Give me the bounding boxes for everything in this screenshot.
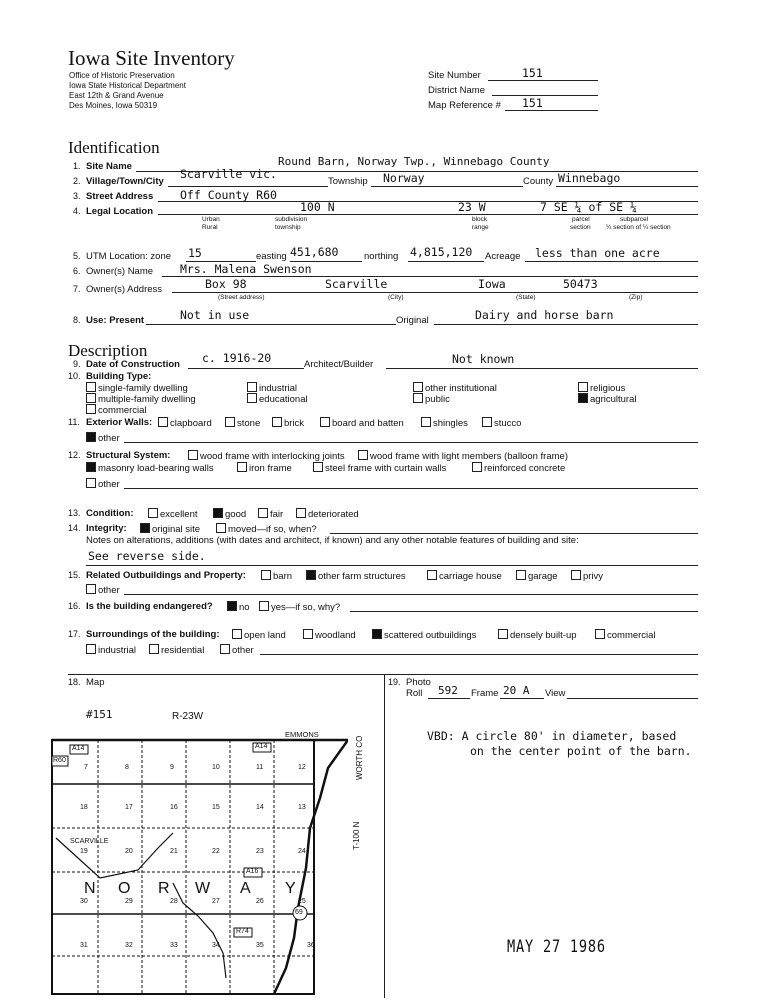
checkbox[interactable]: [261, 570, 271, 580]
checkbox-checked[interactable]: [140, 523, 150, 533]
checkbox[interactable]: [421, 417, 431, 427]
map-norway-n: N: [84, 880, 96, 897]
checkbox-checked[interactable]: [86, 432, 96, 442]
identification-heading: Identification: [68, 138, 160, 157]
ss-iron-frame[interactable]: iron frame: [237, 462, 292, 474]
checkbox[interactable]: [571, 570, 581, 580]
map-norway-y: Y: [285, 880, 296, 897]
checkbox-checked[interactable]: [578, 393, 588, 403]
checkbox[interactable]: [259, 601, 269, 611]
acreage-value: less than one acre: [535, 246, 660, 260]
street-value: Off County R60: [180, 188, 277, 202]
checkbox[interactable]: [258, 508, 268, 518]
bt-other-institutional[interactable]: other institutional: [413, 382, 497, 394]
ss-interlocking[interactable]: wood frame with interlocking joints: [188, 450, 345, 462]
sur-open-land[interactable]: open land: [232, 629, 286, 641]
end-yes[interactable]: yes—if so, why?: [259, 601, 340, 613]
checkbox[interactable]: [272, 417, 282, 427]
village-value: Scarville vic.: [180, 167, 277, 181]
ew-stucco[interactable]: stucco: [482, 417, 521, 429]
checkbox[interactable]: [225, 417, 235, 427]
checkbox[interactable]: [498, 629, 508, 639]
vbd-line-2: on the center point of the barn.: [470, 744, 692, 758]
integrity-label: Integrity:: [86, 523, 127, 534]
date-value: c. 1916-20: [202, 351, 272, 365]
ob-carriage-house[interactable]: carriage house: [427, 570, 502, 582]
northing-label: northing: [364, 251, 399, 262]
checkbox-checked[interactable]: [86, 462, 96, 472]
bt-multiple-family[interactable]: multiple-family dwelling: [86, 393, 196, 405]
checkbox[interactable]: [303, 629, 313, 639]
township-label: Township: [328, 176, 368, 187]
village-label: Village/Town/City: [86, 176, 164, 187]
photo-label: Photo: [406, 677, 431, 688]
site-name-label: Site Name: [86, 161, 132, 172]
utm-label: UTM Location: zone: [86, 251, 172, 262]
org-line-2: Iowa State Historical Department: [69, 81, 186, 90]
checkbox[interactable]: [247, 382, 257, 392]
district-name-label: District Name: [428, 85, 486, 96]
condition-label: Condition:: [86, 508, 134, 519]
date-label: Date of Construction: [86, 359, 180, 370]
owner-address-label: Owner(s) Address: [86, 284, 163, 295]
bt-public[interactable]: public: [413, 393, 450, 405]
checkbox[interactable]: [237, 462, 247, 472]
use-original-label: Original: [396, 315, 429, 326]
checkbox[interactable]: [516, 570, 526, 580]
bt-religious[interactable]: religious: [578, 382, 625, 394]
checkbox-checked[interactable]: [213, 508, 223, 518]
owner-city-value: Scarville: [325, 277, 388, 291]
checkbox[interactable]: [482, 417, 492, 427]
outbuildings-label: Related Outbuildings and Property:: [86, 570, 246, 581]
frame-value: 20 A: [503, 684, 530, 697]
checkbox[interactable]: [247, 393, 257, 403]
bt-commercial[interactable]: commercial: [86, 404, 147, 416]
checkbox[interactable]: [220, 644, 230, 654]
sur-woodland[interactable]: woodland: [303, 629, 356, 641]
view-label: View: [545, 688, 566, 699]
checkbox[interactable]: [86, 393, 96, 403]
checkbox[interactable]: [595, 629, 605, 639]
cond-excellent[interactable]: excellent: [148, 508, 198, 520]
legal-section-value: 7 SE ¼ of SE ¼: [540, 200, 637, 214]
ew-shingles[interactable]: shingles: [421, 417, 468, 429]
endangered-label: Is the building endangered?: [86, 601, 213, 612]
road-a16: A16: [246, 868, 259, 875]
road-r60: R60: [53, 757, 66, 764]
checkbox[interactable]: [86, 404, 96, 414]
sur-scattered[interactable]: scattered outbuildings: [372, 629, 476, 641]
bt-agricultural[interactable]: agricultural: [578, 393, 636, 405]
checkbox[interactable]: [158, 417, 168, 427]
owner-zip-value: 50473: [563, 277, 598, 291]
org-line-3: East 12th & Grand Avenue: [69, 91, 164, 100]
architect-label: Architect/Builder: [304, 359, 374, 370]
checkbox[interactable]: [413, 393, 423, 403]
site-number-label: Site Number: [428, 70, 481, 81]
checkbox[interactable]: [320, 417, 330, 427]
use-original-value: Dairy and horse barn: [475, 308, 614, 322]
map-norway-r: R: [158, 880, 170, 897]
use-present-label: Use: Present: [86, 315, 145, 326]
int-original-site[interactable]: original site: [140, 523, 200, 535]
township-t100n-label: T-100 N: [352, 821, 361, 850]
sur-industrial[interactable]: industrial: [86, 644, 136, 656]
checkbox[interactable]: [86, 644, 96, 654]
checkbox[interactable]: [313, 462, 323, 472]
acreage-label: Acreage: [485, 251, 521, 262]
cond-deteriorated[interactable]: deteriorated: [296, 508, 359, 520]
bt-educational[interactable]: educational: [247, 393, 308, 405]
road-69: 69: [295, 909, 303, 916]
utm-zone-value: 15: [188, 246, 202, 260]
location-map: [48, 738, 348, 996]
road-a14-left: A14: [72, 745, 85, 752]
ss-steel-frame[interactable]: steel frame with curtain walls: [313, 462, 446, 474]
checkbox[interactable]: [86, 382, 96, 392]
org-line-1: Office of Historic Preservation: [69, 71, 175, 80]
checkbox[interactable]: [148, 508, 158, 518]
ob-other-farm[interactable]: other farm structures: [306, 570, 406, 582]
ew-board-batten[interactable]: board and batten: [320, 417, 404, 429]
town-scarville: SCARVILLE: [70, 838, 109, 845]
notes-label: Notes on alterations, additions (with dates and architect, if known) and any other notable features of building and site:: [86, 535, 579, 546]
checkbox[interactable]: [296, 508, 306, 518]
ob-barn[interactable]: barn: [261, 570, 292, 582]
map-norway-o: O: [118, 880, 131, 897]
checkbox[interactable]: [472, 462, 482, 472]
use-present-value: Not in use: [180, 308, 250, 322]
ob-garage[interactable]: garage: [516, 570, 558, 582]
surroundings-label: Surroundings of the building:: [86, 629, 220, 640]
map-norway-a: A: [240, 880, 251, 897]
checkbox[interactable]: [216, 523, 226, 533]
checkbox[interactable]: [427, 570, 437, 580]
building-type-label: Building Type:: [86, 371, 152, 382]
form-title: Iowa Site Inventory: [68, 46, 235, 70]
county-label: County: [523, 176, 554, 187]
ss-concrete[interactable]: reinforced concrete: [472, 462, 565, 474]
site-name-value: Round Barn, Norway Twp., Winnebago County: [278, 155, 550, 168]
ew-other[interactable]: other: [86, 432, 120, 444]
ob-other[interactable]: other: [86, 584, 120, 596]
checkbox[interactable]: [86, 584, 96, 594]
owner-name-label: Owner(s) Name: [86, 266, 154, 277]
easting-label: easting: [256, 251, 287, 262]
cond-good[interactable]: good: [213, 508, 246, 520]
bt-single-family[interactable]: single-family dwelling: [86, 382, 188, 394]
checkbox[interactable]: [188, 450, 198, 460]
checkbox[interactable]: [358, 450, 368, 460]
road-r74: R74: [236, 928, 249, 935]
checkbox-checked[interactable]: [227, 601, 237, 611]
notes-value: See reverse side.: [88, 549, 206, 563]
map-label: Map: [86, 677, 105, 688]
cond-fair[interactable]: fair: [258, 508, 283, 520]
owner-street-value: Box 98: [205, 277, 247, 291]
date-stamp: MAY 27 1986: [507, 937, 606, 957]
legal-township-value: 100 N: [300, 200, 335, 214]
checkbox[interactable]: [232, 629, 242, 639]
ext-walls-label: Exterior Walls:: [86, 417, 153, 428]
end-no[interactable]: no: [227, 601, 250, 613]
northing-value: 4,815,120: [410, 245, 473, 259]
road-a14-right: A14: [255, 743, 268, 750]
frame-label: Frame: [471, 688, 499, 699]
vbd-line-1: VBD: A circle 80' in diameter, based: [427, 729, 677, 743]
checkbox[interactable]: [149, 644, 159, 654]
checkbox-checked[interactable]: [306, 570, 316, 580]
site-number-value: 151: [522, 66, 543, 80]
ss-masonry[interactable]: masonry load-bearing walls: [86, 462, 214, 474]
map-site-tag: #151: [86, 708, 113, 721]
ew-stone[interactable]: stone: [225, 417, 260, 429]
ew-clapboard[interactable]: clapboard: [158, 417, 212, 429]
roll-value: 592: [438, 684, 458, 697]
checkbox[interactable]: [86, 478, 96, 488]
architect-value: Not known: [452, 352, 515, 366]
ob-privy[interactable]: privy: [571, 570, 603, 582]
roll-label: Roll: [406, 688, 423, 699]
town-emmons: EMMONS: [285, 730, 319, 739]
checkbox[interactable]: [413, 382, 423, 392]
description-heading: Description: [68, 341, 148, 360]
legal-label: Legal Location: [86, 206, 154, 217]
ss-other[interactable]: other: [86, 478, 120, 490]
ew-brick[interactable]: brick: [272, 417, 304, 429]
checkbox-checked[interactable]: [372, 629, 382, 639]
owner-state-value: Iowa: [478, 277, 506, 291]
structural-label: Structural System:: [86, 450, 171, 461]
street-label: Street Address: [86, 191, 154, 202]
sur-commercial[interactable]: commercial: [595, 629, 656, 641]
sur-residential[interactable]: residential: [149, 644, 204, 656]
county-value: Winnebago: [558, 171, 621, 185]
int-moved[interactable]: moved—if so, when?: [216, 523, 317, 535]
bt-industrial[interactable]: industrial: [247, 382, 297, 394]
ss-balloon[interactable]: wood frame with light members (balloon frame): [358, 450, 568, 462]
sur-densely[interactable]: densely built-up: [498, 629, 577, 641]
map-ref-label: Map Reference #: [428, 100, 501, 111]
map-norway-w: W: [195, 880, 211, 897]
legal-range-value: 23 W: [458, 200, 486, 214]
easting-value: 451,680: [290, 245, 339, 259]
checkbox[interactable]: [578, 382, 588, 392]
owner-name-value: Mrs. Malena Swenson: [180, 262, 312, 276]
worth-co-label: WORTH CO: [355, 735, 364, 780]
sur-other[interactable]: other: [220, 644, 254, 656]
map-ref-value: 151: [522, 96, 543, 110]
township-value: Norway: [383, 171, 425, 185]
map-range-label: R-23W: [172, 711, 204, 722]
org-line-4: Des Moines, Iowa 50319: [69, 101, 158, 110]
